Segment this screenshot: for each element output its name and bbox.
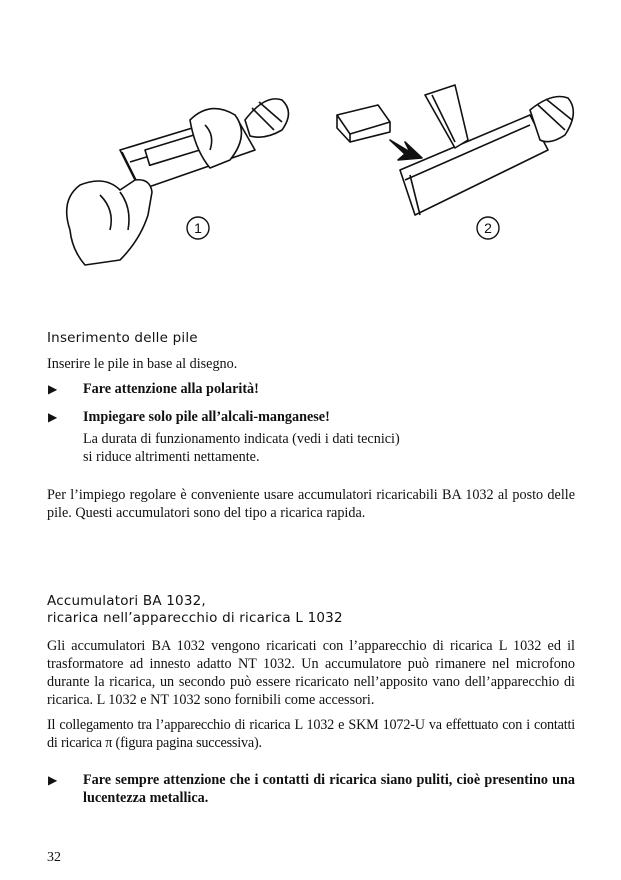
bullet-arrow-icon: ▶ [48,382,58,396]
step1-drawing [67,99,289,265]
page-number: 32 [47,850,61,865]
accumulator-paragraph: Per l’impiego regolare è conveniente usare accumulatori ricaricabili BA 1032 al posto delle pile. Questi accumulatori sono del tipo a ricarica rapida. [47,487,575,521]
bullet-text: Fare attenzione alla polarità! [83,381,259,397]
bullet-text: Impiegare solo pile all’alcali-manganese! [83,409,330,425]
bullet-text: Fare sempre attenzione che i contatti di ricarica siano puliti, cioè presentino una lucentezza metallica. [83,772,575,806]
contacts-paragraph: Il collegamento tra l’apparecchio di ricarica L 1032 e SKM 1072-U va effettuato con i contatti di ricarica π (figura pagina successiva). [47,717,575,751]
bullet-arrow-icon: ▶ [48,410,58,424]
battery-insertion-illustration [60,80,580,270]
svg-text:2: 2 [484,220,492,236]
heading-line-1: Accumulatori BA 1032, [47,593,206,609]
heading-line-2: ricarica nell’apparecchio di ricarica L 1032 [47,610,343,626]
charging-paragraph: Gli accumulatori BA 1032 vengono ricaricati con l’apparecchio di ricarica L 1032 ed il trasformatore ad innesto adatto NT 1032. Un accumulatore può rimanere nel microfono durante la ricarica, un secondo può essere ricaricato nell’apposito vano dell’apparecchio di ricarica. L 1032 e NT 1032 sono fornibili come accessori. [47,638,575,708]
section-heading-accumulatori [47,593,343,627]
svg-text:1: 1 [194,220,202,236]
section-heading-inserimento: Inserimento delle pile [47,330,198,346]
step1-marker [187,217,209,239]
note-line-2: si riduce altrimenti nettamente. [83,449,260,465]
bullet-arrow-icon: ▶ [48,773,58,787]
step2-marker [477,217,499,239]
step2-drawing [337,85,573,215]
note-line-1: La durata di funzionamento indicata (vedi i dati tecnici) [83,431,400,447]
intro-text: Inserire le pile in base al disegno. [47,356,238,372]
